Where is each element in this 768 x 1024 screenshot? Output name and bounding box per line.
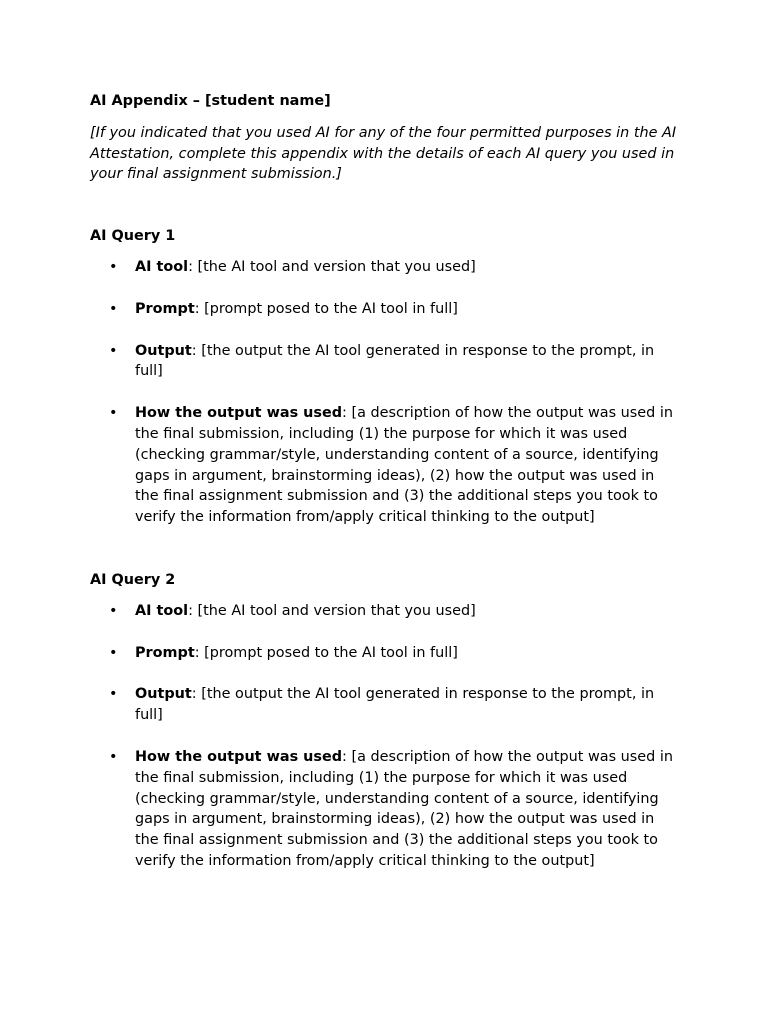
query-1-items xyxy=(90,257,680,528)
query-heading-1: AI Query 1 xyxy=(90,228,176,245)
item-term: Prompt xyxy=(135,644,195,661)
item-text: : [prompt posed to the AI tool in full] xyxy=(194,300,458,317)
query-heading-2: AI Query 2 xyxy=(90,571,176,588)
document-page xyxy=(90,91,680,872)
ai-query-section-1 xyxy=(90,226,680,528)
item-text: : [prompt posed to the AI tool in full] xyxy=(194,644,458,661)
intro-instructions: [If you indicated that you used AI for any of the four permitted purposes in the AI Attestation, complete this appendix with the details of each AI query you used in your final assignment submission.] xyxy=(90,124,677,183)
item-term: How the output was used xyxy=(135,405,343,422)
query-1-usage-item xyxy=(90,403,680,528)
item-text: : [a description of how the output was used in the final submission, including (1) the purpose for which it was used (checking grammar/style, understanding content of a source, identifying gaps in argument, brainstorming ideas), (2) how the output was used in the final assignment submission and (3) the additional steps you took to verify the information from/apply critical thinking to the output] xyxy=(135,405,673,526)
item-term: AI tool xyxy=(135,258,189,275)
query-1-output-item xyxy=(90,341,680,383)
ai-query-section-2 xyxy=(90,570,680,872)
item-term: Prompt xyxy=(135,300,195,317)
item-text: : [the AI tool and version that you used] xyxy=(188,258,476,275)
item-text: : [a description of how the output was used in the final submission, including (1) the purpose for which it was used (checking grammar/style, understanding content of a source, identifying gaps in argument, brainstorming ideas), (2) how the output was used in the final assignment submission and (3) the additional steps you took to verify the information from/apply critical thinking to the output] xyxy=(135,748,673,869)
item-text: : [the output the AI tool generated in response to the prompt, in full] xyxy=(135,342,655,380)
query-2-output-item xyxy=(90,684,680,726)
bullet-icon: • xyxy=(109,686,118,703)
item-term: Output xyxy=(135,686,192,703)
bullet-icon: • xyxy=(109,405,118,422)
bullet-icon: • xyxy=(109,342,118,359)
query-1-prompt-item xyxy=(90,299,680,320)
bullet-icon: • xyxy=(109,258,118,275)
bullet-icon: • xyxy=(109,300,118,317)
query-1-ai-tool-item xyxy=(90,257,680,278)
item-text: : [the output the AI tool generated in response to the prompt, in full] xyxy=(135,686,655,724)
bullet-icon: • xyxy=(109,748,118,765)
query-2-ai-tool-item xyxy=(90,601,680,622)
item-term: How the output was used xyxy=(135,748,343,765)
query-2-items xyxy=(90,601,680,872)
bullet-icon: • xyxy=(109,602,118,619)
document-title: AI Appendix – [student name] xyxy=(90,93,331,109)
bullet-icon: • xyxy=(109,644,118,661)
item-term: Output xyxy=(135,342,192,359)
query-2-usage-item xyxy=(90,747,680,872)
item-term: AI tool xyxy=(135,602,189,619)
query-2-prompt-item xyxy=(90,643,680,664)
item-text: : [the AI tool and version that you used] xyxy=(188,602,476,619)
